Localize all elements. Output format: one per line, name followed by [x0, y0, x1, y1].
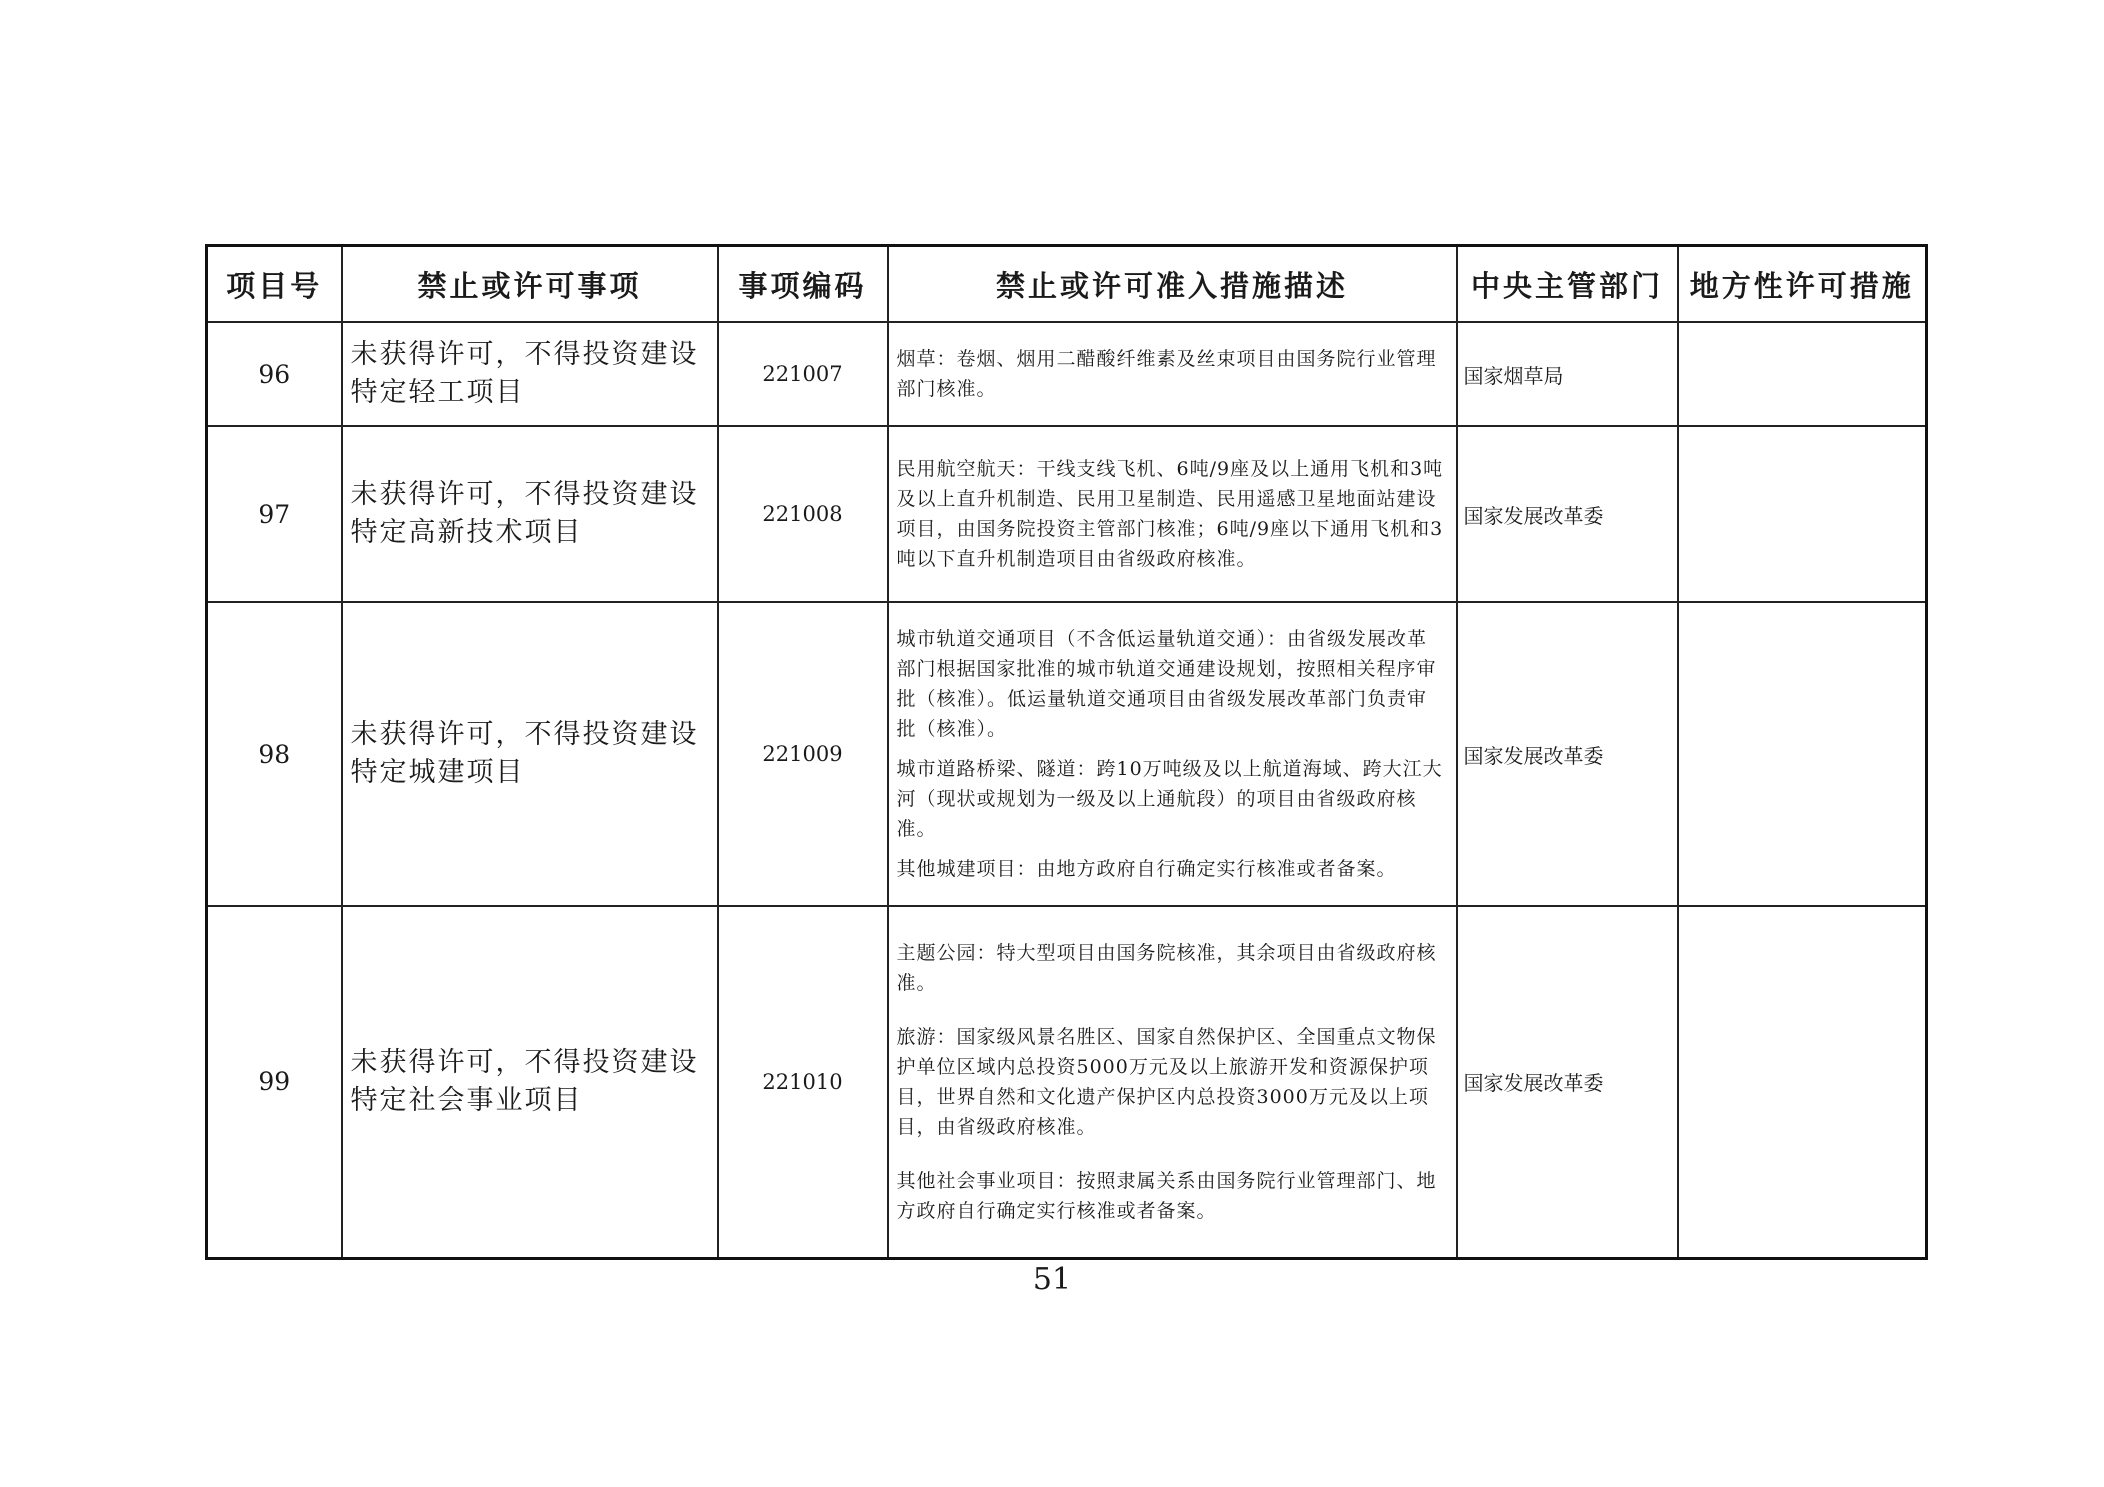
description-paragraph: 其他社会事业项目：按照隶属关系由国务院行业管理部门、地方政府自行确定实行核准或者备案。: [896, 1169, 1437, 1222]
cell-item-number: 99: [207, 906, 342, 1258]
description-paragraph: 城市道路桥梁、隧道：跨10万吨级及以上航道海域、跨大江大河（现状或规划为一级及以上通航段）的项目由省级政府核准。: [896, 758, 1443, 840]
cell-description: [888, 426, 1457, 602]
table-row: [207, 322, 1927, 426]
description-paragraph: 旅游：国家级风景名胜区、国家自然保护区、全国重点文物保护单位区域内总投资5000万元及以上旅游开发和资源保护项目，世界自然和文化遗产保护区内总投资3000万元及以上项目，由省级政府核准。: [896, 1025, 1437, 1138]
cell-item: 未获得许可，不得投资建设特定城建项目: [342, 602, 718, 906]
table-row: [207, 602, 1927, 906]
cell-item-number: 98: [207, 602, 342, 906]
cell-item-code: 221008: [718, 426, 888, 602]
cell-item-code: 221010: [718, 906, 888, 1258]
cell-item: 未获得许可，不得投资建设特定高新技术项目: [342, 426, 718, 602]
description-paragraph: 民用航空航天：干线支线飞机、6吨/9座及以上通用飞机和3吨及以上直升机制造、民用卫星制造、民用遥感卫星地面站建设项目，由国务院投资主管部门核准；6吨/9座以下通用飞机和3吨以下直升机制造项目由省级政府核准。: [896, 458, 1444, 570]
description-paragraph: 烟草：卷烟、烟用二醋酸纤维素及丝束项目由国务院行业管理部门核准。: [896, 348, 1437, 400]
header-item-number: 项目号: [207, 246, 342, 323]
description-paragraph: 城市轨道交通项目（不含低运量轨道交通）：由省级发展改革部门根据国家批准的城市轨道交通建设规划，按照相关程序审批（核准）。低运量轨道交通项目由省级发展改革部门负责审批（核准）。: [896, 628, 1437, 740]
cell-central-department: 国家发展改革委: [1457, 602, 1678, 906]
table-header-row: [207, 246, 1927, 323]
cell-local-measure: [1678, 322, 1927, 426]
cell-central-department: 国家发展改革委: [1457, 426, 1678, 602]
cell-description: [888, 602, 1457, 906]
header-local-measure: 地方性许可措施: [1678, 246, 1927, 323]
cell-item: 未获得许可，不得投资建设特定轻工项目: [342, 322, 718, 426]
table-row: [207, 426, 1927, 602]
header-description: 禁止或许可准入措施描述: [888, 246, 1457, 323]
cell-item-number: 97: [207, 426, 342, 602]
description-paragraph: 主题公园：特大型项目由国务院核准，其余项目由省级政府核准。: [896, 941, 1437, 994]
header-item: 禁止或许可事项: [342, 246, 718, 323]
cell-item: 未获得许可，不得投资建设特定社会事业项目: [342, 906, 718, 1258]
cell-central-department: 国家烟草局: [1457, 322, 1678, 426]
cell-central-department: 国家发展改革委: [1457, 906, 1678, 1258]
header-central-department: 中央主管部门: [1457, 246, 1678, 323]
table-row: [207, 906, 1927, 1258]
cell-local-measure: [1678, 426, 1927, 602]
description-paragraph: 其他城建项目：由地方政府自行确定实行核准或者备案。: [896, 858, 1397, 880]
cell-item-number: 96: [207, 322, 342, 426]
cell-local-measure: [1678, 602, 1927, 906]
permit-table: [205, 244, 1928, 1260]
cell-item-code: 221009: [718, 602, 888, 906]
cell-local-measure: [1678, 906, 1927, 1258]
cell-item-code: 221007: [718, 322, 888, 426]
cell-description: [888, 906, 1457, 1258]
permit-table-container: [205, 244, 1925, 1260]
header-item-code: 事项编码: [718, 246, 888, 323]
page-number: 51: [1032, 1262, 1072, 1297]
cell-description: [888, 322, 1457, 426]
